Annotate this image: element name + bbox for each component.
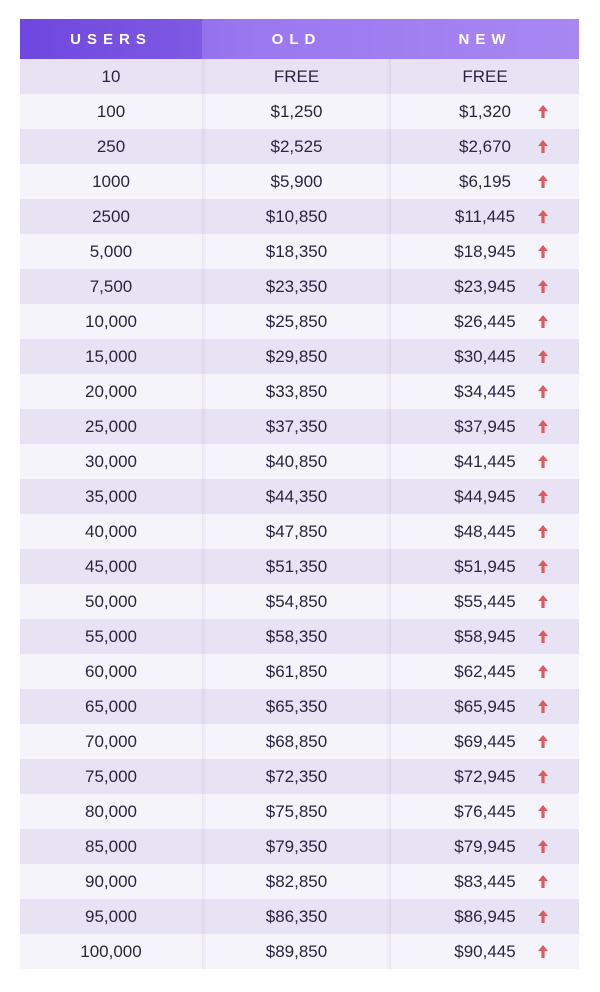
cell-new-price: [391, 409, 579, 444]
new-price-value: $23,945: [454, 276, 516, 296]
arrow-up-icon: [538, 210, 548, 223]
cell-new-price: [391, 934, 579, 969]
cell-old-price: $37,350: [202, 409, 391, 444]
new-price-value: $86,945: [454, 906, 516, 926]
table-row: [20, 409, 579, 444]
cell-old-price: $65,350: [202, 689, 391, 724]
cell-old-price: $58,350: [202, 619, 391, 654]
cell-users: 100,000: [80, 941, 142, 961]
table-header: [20, 19, 579, 59]
new-price-value: $51,945: [454, 556, 516, 576]
cell-users: 5,000: [89, 241, 133, 261]
header-old: OLD: [271, 30, 322, 48]
table-row: [20, 829, 579, 864]
arrow-up-icon: [538, 350, 548, 363]
cell-users: 65,000: [85, 696, 137, 716]
cell-old-price: $68,850: [202, 724, 391, 759]
arrow-up-icon: [538, 735, 548, 748]
cell-new-price: [391, 864, 579, 899]
cell-old-price: $54,850: [202, 584, 391, 619]
cell-old-price: $79,350: [202, 829, 391, 864]
new-price-value: $48,445: [454, 521, 516, 541]
cell-old-price: $86,350: [202, 899, 391, 934]
cell-old-price: $44,350: [202, 479, 391, 514]
new-price-value: $90,445: [454, 941, 516, 961]
arrow-up-icon: [538, 630, 548, 643]
table-row: [20, 304, 579, 339]
table-row: [20, 759, 579, 794]
arrow-up-icon: [538, 910, 548, 923]
arrow-up-icon: [538, 875, 548, 888]
cell-users: 30,000: [85, 451, 137, 471]
cell-new-price: [391, 689, 579, 724]
new-price-value: $30,445: [454, 346, 516, 366]
arrow-up-icon: [538, 525, 548, 538]
pricing-table: [20, 19, 579, 969]
cell-old-price: FREE: [202, 59, 391, 94]
arrow-up-icon: [538, 840, 548, 853]
new-price-value: $44,945: [454, 486, 516, 506]
cell-old-price: $2,525: [202, 129, 391, 164]
cell-users: 10,000: [85, 311, 137, 331]
table-row: [20, 899, 579, 934]
arrow-up-icon: [538, 140, 548, 153]
cell-users: 60,000: [85, 661, 137, 681]
cell-new-price: [391, 794, 579, 829]
cell-new-price: [391, 304, 579, 339]
table-row: [20, 374, 579, 409]
new-price-value: $79,945: [454, 836, 516, 856]
cell-new-price: [391, 164, 579, 199]
cell-new-price: [391, 724, 579, 759]
new-price-value: FREE: [462, 66, 508, 86]
cell-old-price: $40,850: [202, 444, 391, 479]
new-price-value: $6,195: [459, 171, 511, 191]
cell-new-price: [391, 94, 579, 129]
table-row: [20, 164, 579, 199]
cell-old-price: $1,250: [202, 94, 391, 129]
cell-users: 15,000: [85, 346, 137, 366]
arrow-up-icon: [538, 770, 548, 783]
cell-new-price: [391, 234, 579, 269]
table-row: [20, 724, 579, 759]
table-body: [20, 59, 579, 969]
cell-new-price: [391, 899, 579, 934]
header-users: USERS: [20, 19, 202, 59]
table-row: [20, 59, 579, 94]
cell-users: 55,000: [85, 626, 137, 646]
table-row: [20, 619, 579, 654]
new-price-value: $69,445: [454, 731, 516, 751]
arrow-up-icon: [538, 665, 548, 678]
cell-new-price: [391, 374, 579, 409]
cell-users: 250: [96, 136, 126, 156]
cell-new-price: [391, 584, 579, 619]
new-price-value: $11,445: [454, 206, 516, 226]
cell-new-price: [391, 549, 579, 584]
cell-new-price: [391, 514, 579, 549]
new-price-value: $83,445: [454, 871, 516, 891]
cell-users: 10: [101, 66, 121, 86]
cell-users: 45,000: [85, 556, 137, 576]
new-price-value: $65,945: [454, 696, 516, 716]
new-price-value: $26,445: [454, 311, 516, 331]
table-row: [20, 444, 579, 479]
cell-users: 75,000: [85, 766, 137, 786]
table-row: [20, 794, 579, 829]
cell-new-price: [391, 759, 579, 794]
arrow-up-icon: [538, 280, 548, 293]
arrow-up-icon: [538, 945, 548, 958]
cell-old-price: $47,850: [202, 514, 391, 549]
table-row: [20, 864, 579, 899]
cell-old-price: $72,350: [202, 759, 391, 794]
cell-new-price: [391, 129, 579, 164]
cell-users: 20,000: [85, 381, 137, 401]
cell-users: 85,000: [85, 836, 137, 856]
cell-users: 90,000: [85, 871, 137, 891]
new-price-value: $72,945: [454, 766, 516, 786]
cell-users: 2500: [92, 206, 130, 226]
cell-new-price: [391, 199, 579, 234]
cell-new-price: [391, 339, 579, 374]
new-price-value: $76,445: [454, 801, 516, 821]
table-row: [20, 514, 579, 549]
cell-old-price: $82,850: [202, 864, 391, 899]
new-price-value: $2,670: [459, 136, 511, 156]
header-new: NEW: [458, 30, 512, 48]
cell-old-price: $23,350: [202, 269, 391, 304]
cell-users: 50,000: [85, 591, 137, 611]
new-price-value: $55,445: [454, 591, 516, 611]
new-price-value: $62,445: [454, 661, 516, 681]
cell-new-price: [391, 479, 579, 514]
arrow-up-icon: [538, 175, 548, 188]
cell-users: 35,000: [85, 486, 137, 506]
table-row: [20, 934, 579, 969]
new-price-value: $37,945: [454, 416, 516, 436]
cell-users: 95,000: [85, 906, 137, 926]
table-row: [20, 199, 579, 234]
new-price-value: $58,945: [454, 626, 516, 646]
arrow-up-icon: [538, 315, 548, 328]
table-row: [20, 689, 579, 724]
table-row: [20, 269, 579, 304]
arrow-up-icon: [538, 700, 548, 713]
table-row: [20, 584, 579, 619]
table-row: [20, 234, 579, 269]
cell-new-price: [391, 59, 579, 94]
cell-users: 70,000: [85, 731, 137, 751]
cell-old-price: $18,350: [202, 234, 391, 269]
table-row: [20, 654, 579, 689]
table-row: [20, 549, 579, 584]
arrow-up-icon: [538, 420, 548, 433]
new-price-value: $1,320: [459, 101, 511, 121]
table-row: [20, 479, 579, 514]
cell-old-price: $75,850: [202, 794, 391, 829]
arrow-up-icon: [538, 595, 548, 608]
new-price-value: $41,445: [454, 451, 516, 471]
arrow-up-icon: [538, 560, 548, 573]
cell-old-price: $61,850: [202, 654, 391, 689]
cell-users: 40,000: [85, 521, 137, 541]
cell-users: 1000: [92, 171, 130, 191]
arrow-up-icon: [538, 805, 548, 818]
table-row: [20, 129, 579, 164]
cell-old-price: $89,850: [202, 934, 391, 969]
arrow-up-icon: [538, 385, 548, 398]
cell-old-price: $29,850: [202, 339, 391, 374]
arrow-up-icon: [538, 105, 548, 118]
cell-new-price: [391, 619, 579, 654]
cell-users: 7,500: [89, 276, 133, 296]
arrow-up-icon: [538, 490, 548, 503]
cell-new-price: [391, 269, 579, 304]
arrow-up-icon: [538, 455, 548, 468]
cell-users: 25,000: [85, 416, 137, 436]
cell-new-price: [391, 654, 579, 689]
cell-old-price: $5,900: [202, 164, 391, 199]
cell-old-price: $51,350: [202, 549, 391, 584]
table-row: [20, 94, 579, 129]
new-price-value: $34,445: [454, 381, 516, 401]
cell-users: 100: [96, 101, 126, 121]
cell-users: 80,000: [85, 801, 137, 821]
cell-old-price: $25,850: [202, 304, 391, 339]
cell-old-price: $10,850: [202, 199, 391, 234]
cell-new-price: [391, 444, 579, 479]
cell-old-price: $33,850: [202, 374, 391, 409]
cell-new-price: [391, 829, 579, 864]
new-price-value: $18,945: [454, 241, 516, 261]
table-row: [20, 339, 579, 374]
arrow-up-icon: [538, 245, 548, 258]
